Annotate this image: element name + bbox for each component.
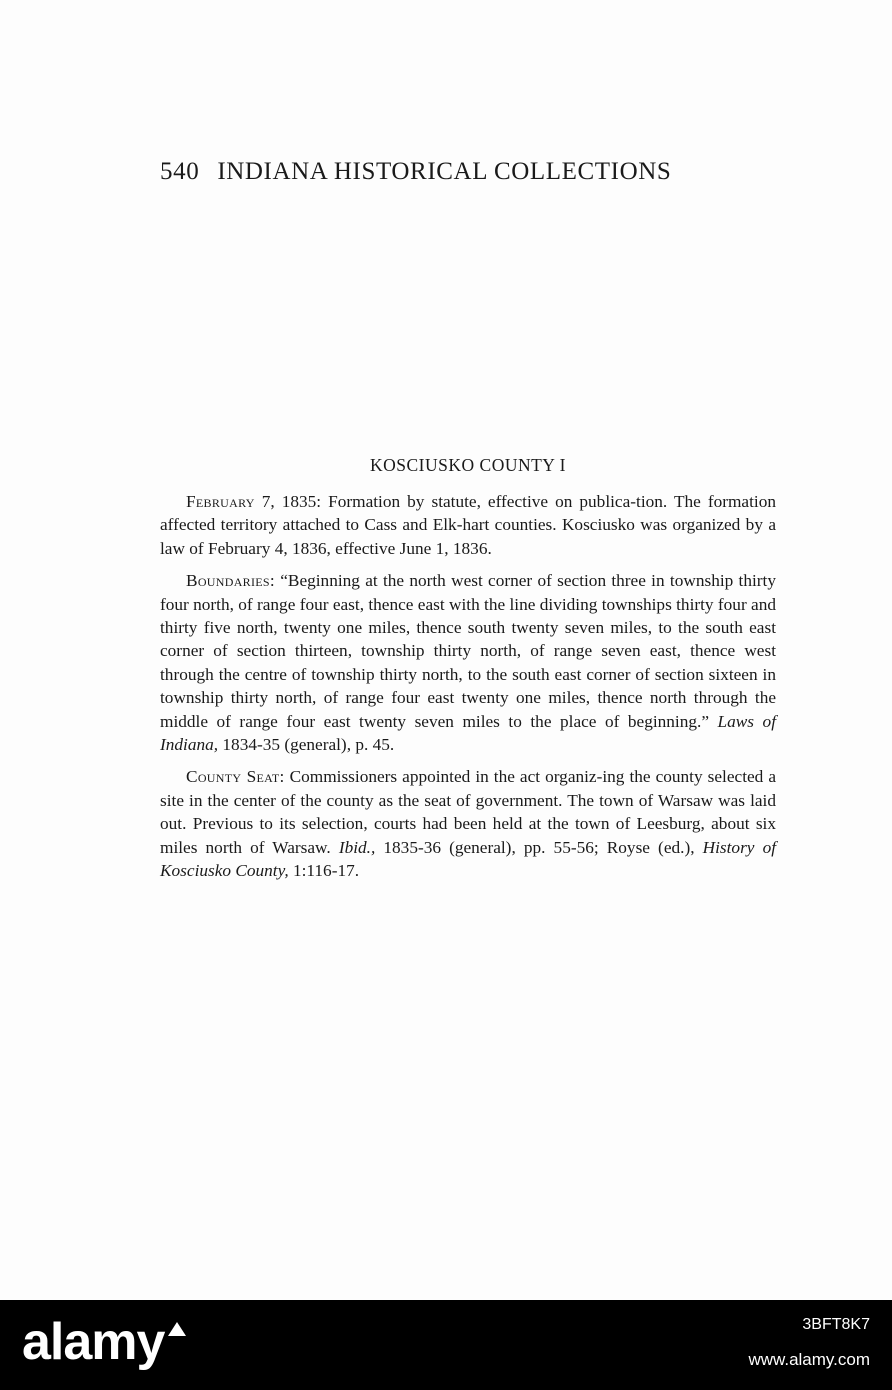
image-id: 3BFT8K7 <box>802 1316 870 1333</box>
formation-text: Formation by statute, effective on publica-tion. The formation affected territory attached to Cass and Elk-hart counties. Kosciusko was organized by a law of February 4, 1836, effective June 1, 1836. <box>160 492 776 558</box>
boundaries-citation-rest: 1834-35 (general), p. 45. <box>218 735 395 755</box>
alamy-logo: alamy <box>22 1313 165 1371</box>
body-text <box>160 490 776 892</box>
site-url: www.alamy.com <box>748 1350 870 1369</box>
county-seat-lead: County Seat: <box>186 767 285 787</box>
running-title: INDIANA HISTORICAL COLLECTIONS <box>217 158 672 185</box>
page-number: 540 <box>160 158 200 185</box>
boundaries-lead: Boundaries: <box>186 571 275 591</box>
formation-lead-rest: 7, 1835: <box>254 492 322 511</box>
logo-triangle-icon <box>168 1322 186 1336</box>
county-seat-text: Commissioners appointed in the act organiz-ing the county selected a site in the center of the county as the seat of government. The town of Warsaw was laid out. Previous to its selection, courts had been held at the town of Leesburg, about six miles north of Warsaw. <box>160 767 776 857</box>
paragraph-county-seat <box>160 765 776 882</box>
running-head <box>160 158 720 186</box>
section-title: KOSCIUSKO COUNTY I <box>370 455 566 475</box>
formation-lead: February <box>186 492 255 511</box>
boundaries-citation-title: Laws of Indiana, <box>160 711 776 755</box>
paragraph-boundaries <box>160 569 776 756</box>
watermark-footer <box>0 1300 892 1390</box>
boundaries-text: “Beginning at the north west corner of section three in township thirty four north, of range four east, thence east with the line dividing townships thirty four and thirty five north, twenty one miles, thence south twenty seven miles, to the south east corner of section thirteen, township thirty north, of range seven east, thence west through the centre of township thirty north, to the south east corner of section sixteen in township thirty north, of range four east twenty one miles, thence north through the middle of range four east twenty seven miles to the place of beginning.” <box>160 571 776 731</box>
ibid-citation-rest: 1835-36 (general), pp. 55-56; Royse (ed.), <box>375 837 703 857</box>
ibid-citation: Ibid., <box>338 837 376 857</box>
paragraph-formation <box>160 490 776 560</box>
history-citation-title: History of Kosciusko County, <box>160 837 777 881</box>
history-citation-rest: 1:116-17. <box>288 861 360 881</box>
